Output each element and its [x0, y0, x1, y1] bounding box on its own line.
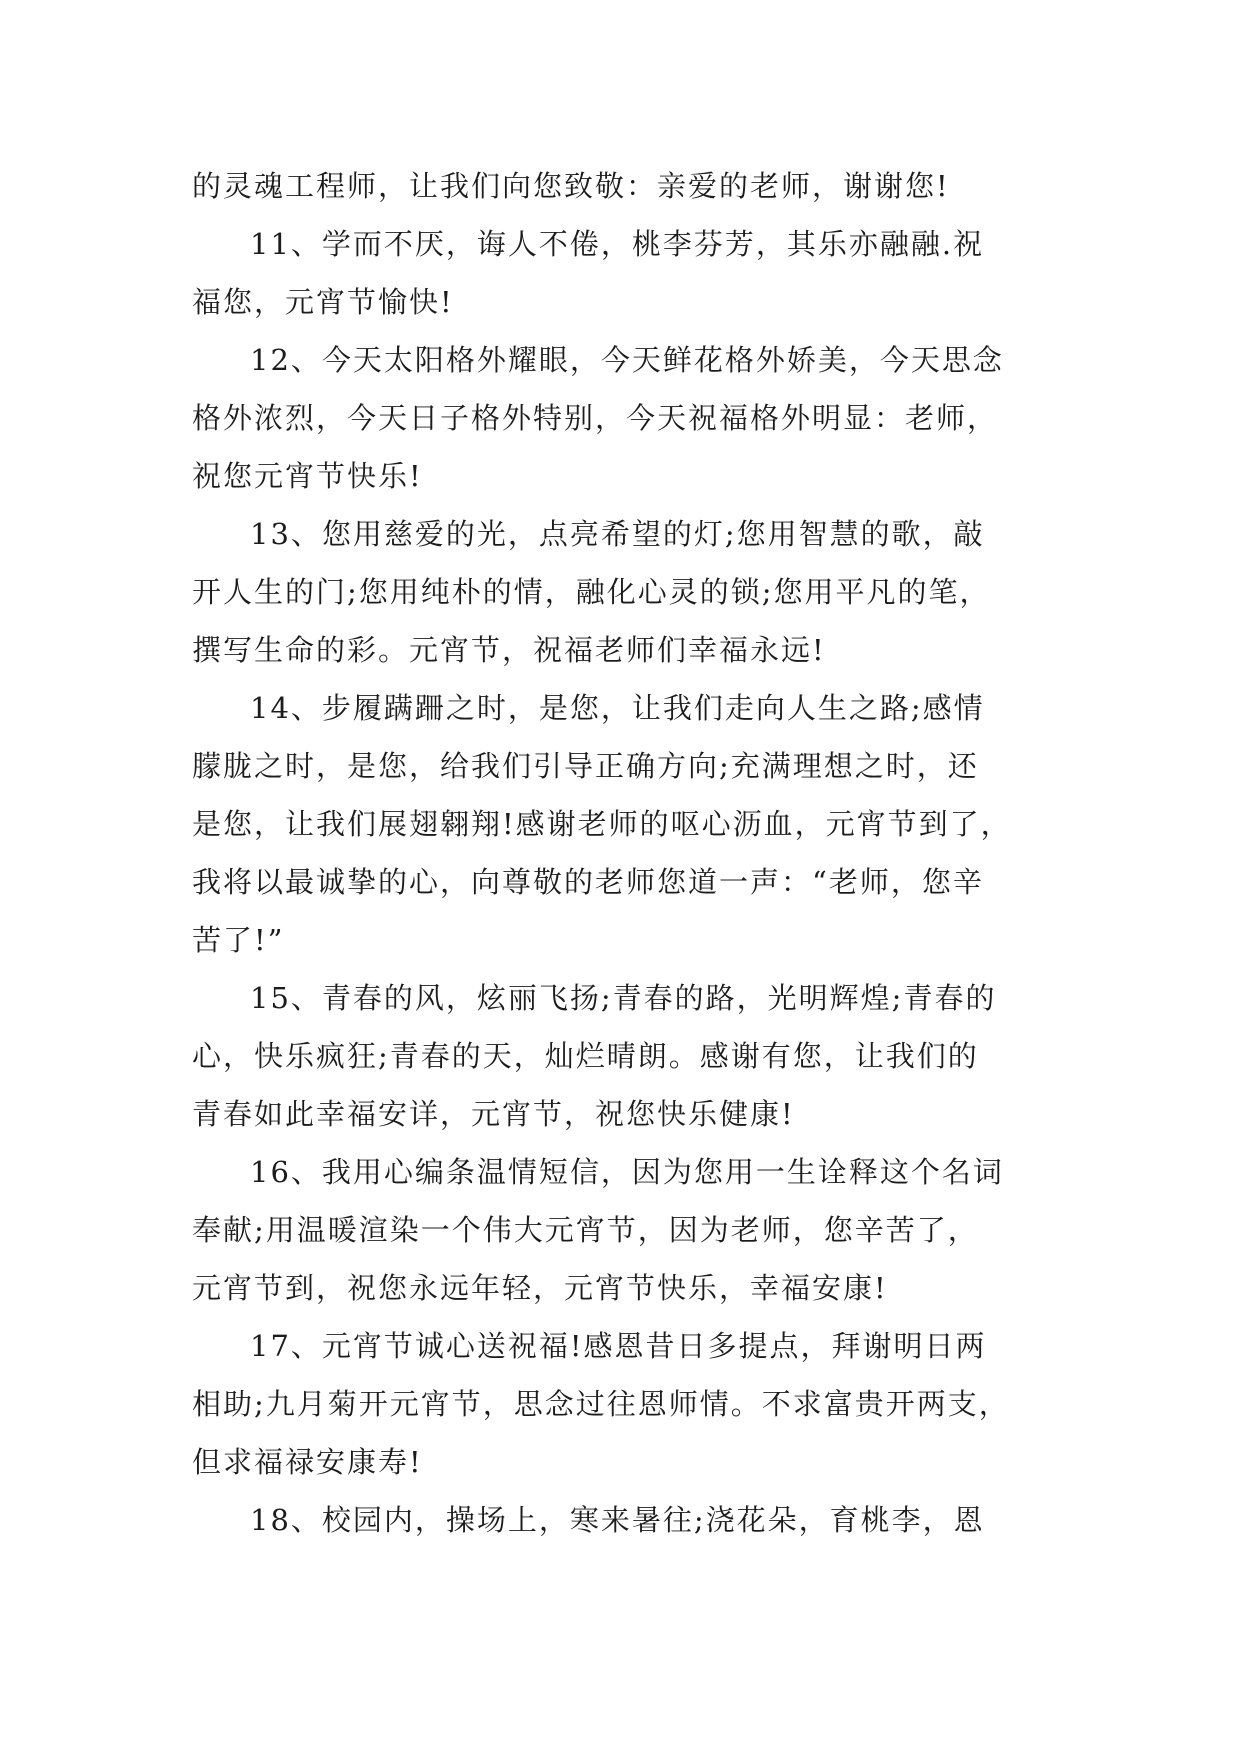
paragraph-13: 13、您用慈爱的光，点亮希望的灯;您用智慧的歌，敲 开人生的门;您用纯朴的情，融化心灵的锁;您用平凡的笔， 撰写生命的彩。元宵节，祝福老师们幸福永远! — [192, 517, 991, 667]
paragraph-17: 17、元宵节诚心送祝福!感恩昔日多提点，拜谢明日两 相助;九月菊开元宵节，思念过往恩师情。不求富贵开两支， 但求福禄安康寿! — [192, 1329, 1010, 1479]
paragraph-continuation: 的灵魂工程师，让我们向您致敬：亲爱的老师，谢谢您! — [192, 169, 950, 203]
paragraph-12: 12、今天太阳格外耀眼，今天鲜花格外娇美，今天思念 格外浓烈，今天日子格外特别，今天祝福格外明显：老师， 祝您元宵节快乐! — [192, 343, 1004, 493]
paragraph-18: 18、校园内，操场上，寒来暑往;浇花朵，育桃李，恩 — [250, 1503, 985, 1537]
paragraph-11: 11、学而不厌，诲人不倦，桃李芬芳，其乐亦融融.祝 福您，元宵节愉快! — [192, 227, 985, 319]
paragraph-14: 14、步履蹒跚之时，是您，让我们走向人生之路;感情 朦胧之时，是您，给我们引导正确方向;充满理想之时，还 是您，让我们展翅翱翔!感谢老师的呕心沥血，元宵节到了， 我将以最诚挚的心，向尊敬的老师您道一声：“老师，您辛 苦了!” — [192, 691, 1012, 957]
document-body — [192, 157, 1052, 1549]
paragraph-16: 16、我用心编条温情短信，因为您用一生诠释这个名词 奉献;用温暖渲染一个伟大元宵节，因为老师，您辛苦了， 元宵节到，祝您永远年轻，元宵节快乐，幸福安康! — [192, 1155, 1004, 1305]
paragraph-15: 15、青春的风，炫丽飞扬;青春的路，光明辉煌;青春的 心，快乐疯狂;青春的天，灿烂晴朗。感谢有您，让我们的 青春如此幸福安详，元宵节，祝您快乐健康! — [192, 981, 997, 1131]
